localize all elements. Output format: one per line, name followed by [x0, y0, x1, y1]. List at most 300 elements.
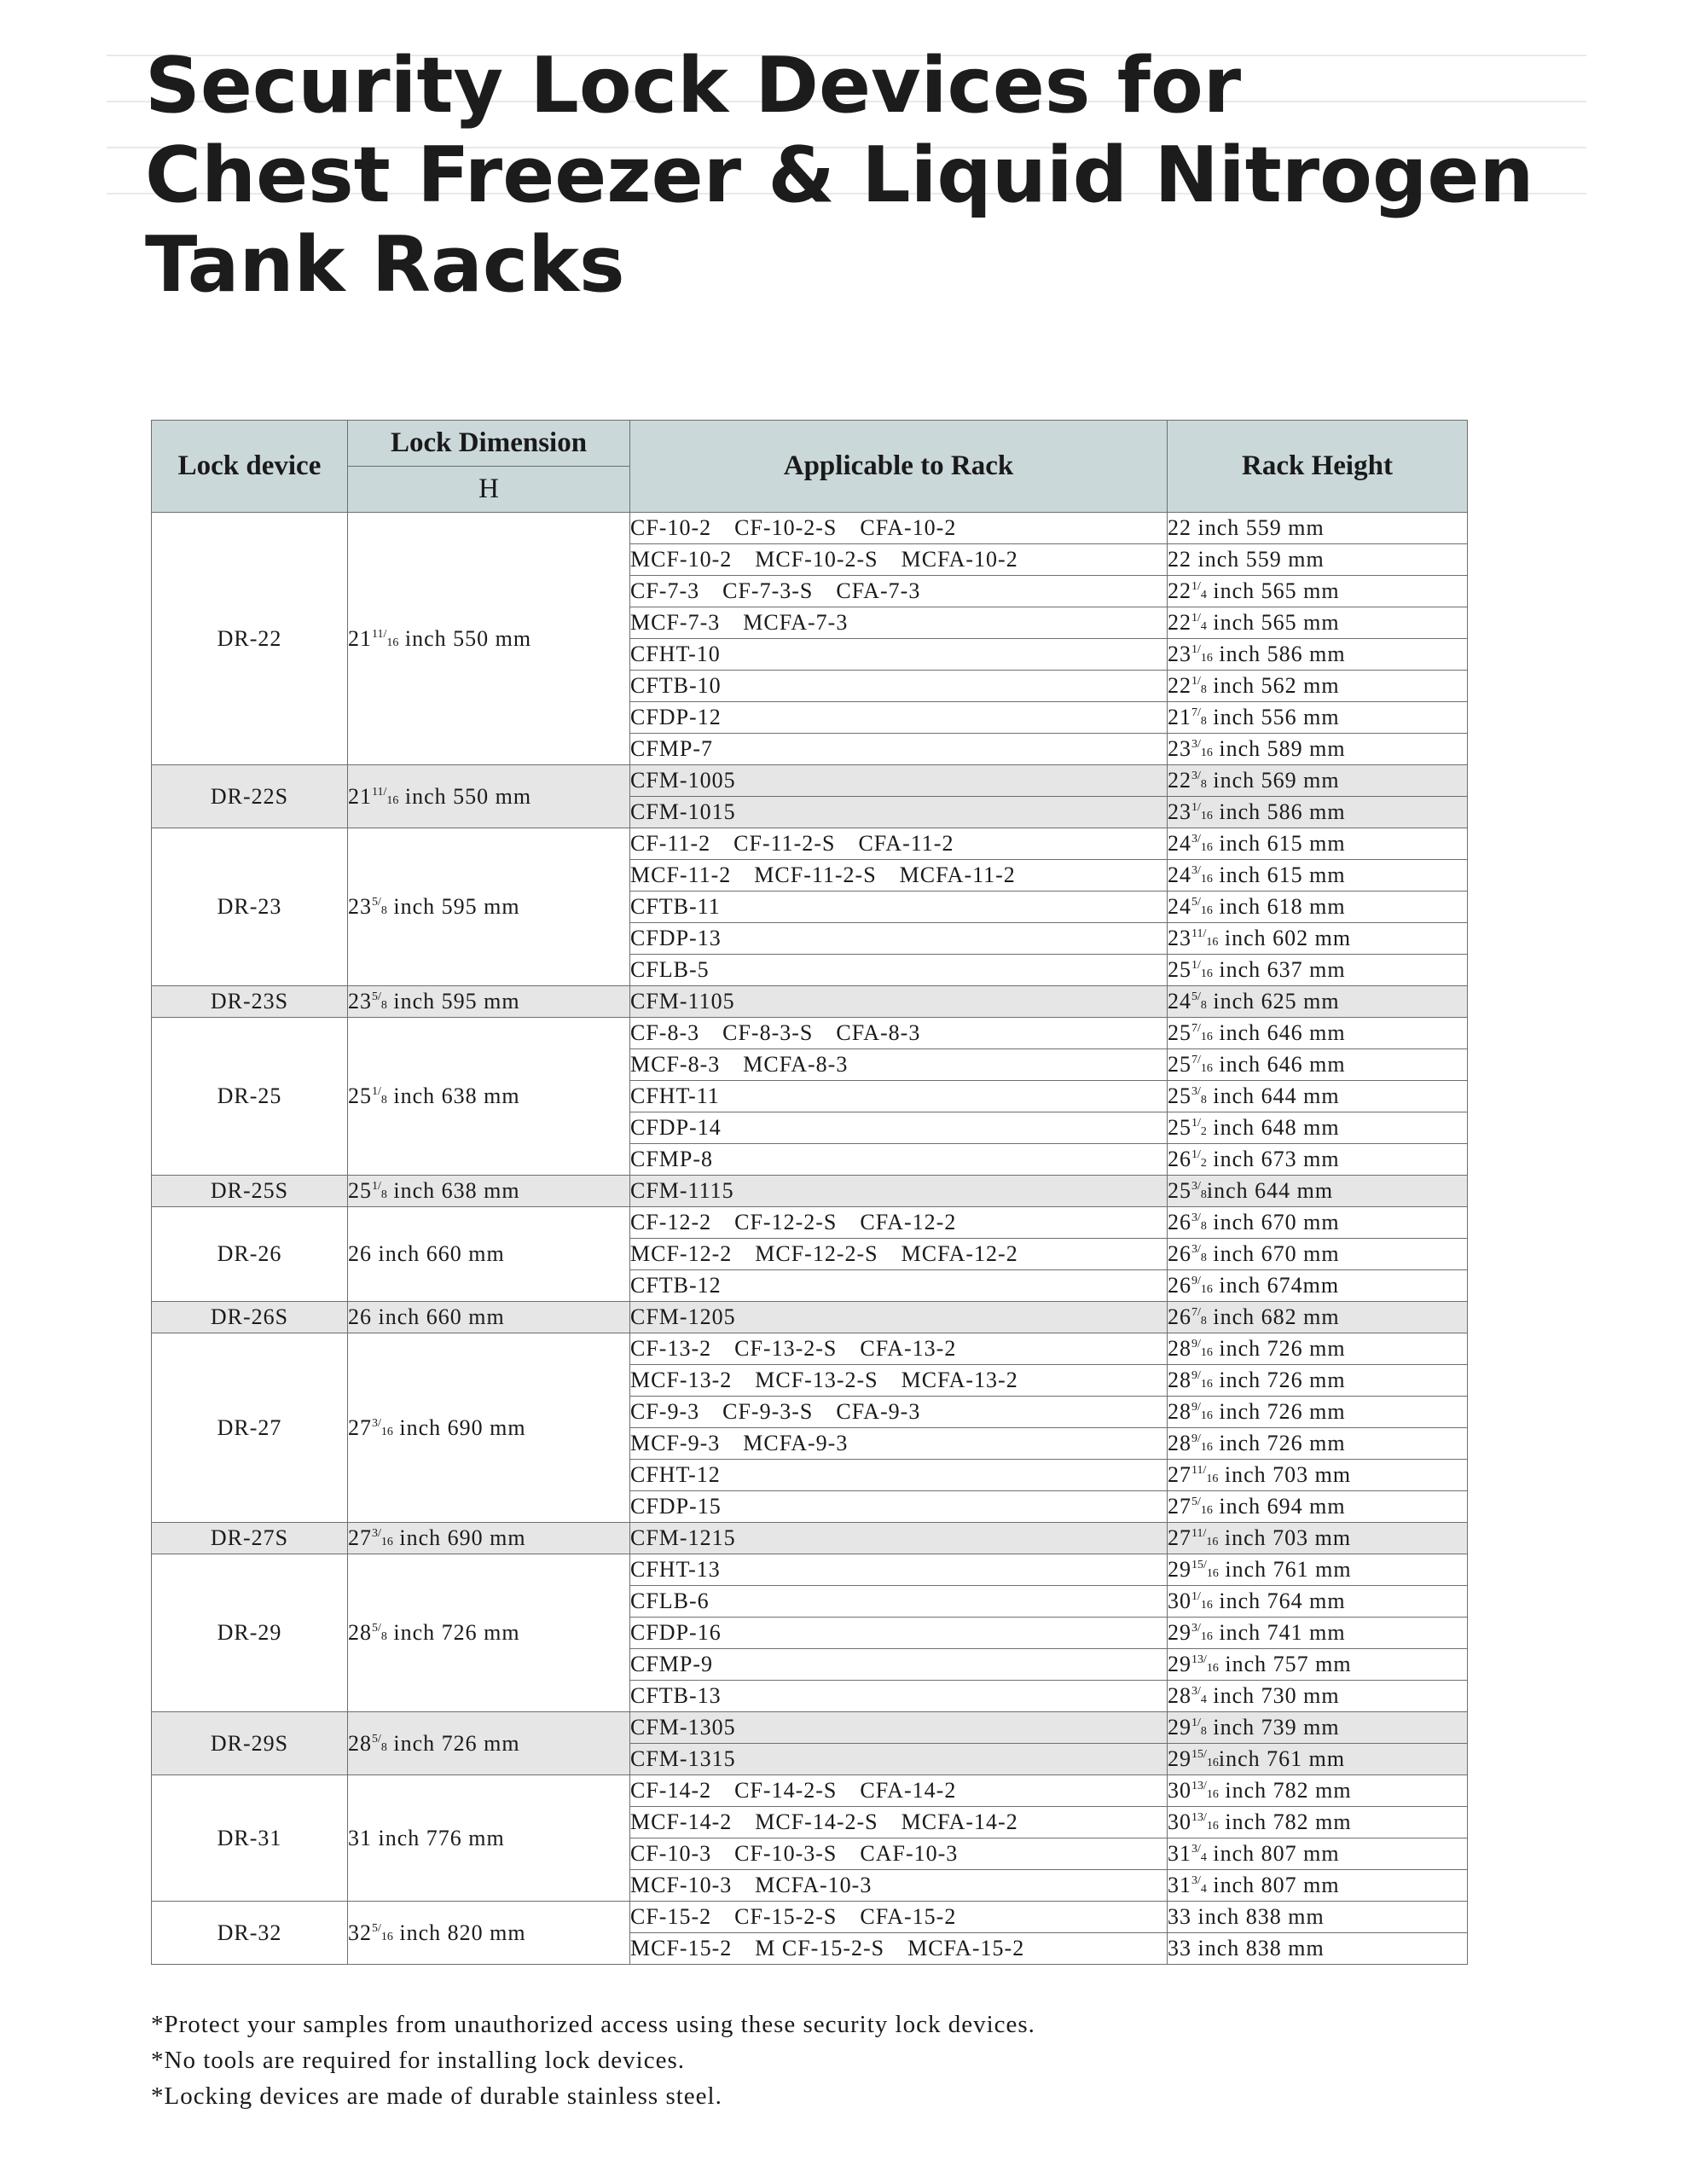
fraction-slash: / [1197, 1117, 1201, 1130]
fraction-denominator: 16 [1206, 1788, 1219, 1801]
fraction [1191, 1653, 1219, 1675]
fraction [1191, 706, 1207, 728]
fraction-numerator: 1 [372, 1180, 378, 1193]
lock-dimension-cell [348, 513, 630, 765]
header-lock-dimension: Lock Dimension [348, 421, 630, 467]
whole-number: 25 [1168, 957, 1191, 982]
rack-model: CFLB-5 [630, 957, 710, 982]
measure-text: inch 807 mm [1206, 1873, 1340, 1897]
fraction-numerator: 7 [1191, 1022, 1197, 1035]
applicable-rack-cell [630, 1933, 1168, 1965]
measure-text: inch 595 mm [386, 894, 520, 919]
fraction-slash: / [378, 1622, 381, 1635]
rack-model: CF-7-3 [630, 578, 700, 603]
fraction-denominator: 16 [1200, 967, 1213, 980]
whole-number: 21 [348, 625, 372, 651]
fraction-denominator: 16 [1200, 904, 1213, 917]
table-row [152, 513, 1468, 544]
rack-model: CFDP-12 [630, 705, 722, 729]
measure-text: inch 644 mm [1206, 1178, 1334, 1203]
measure-text: inch 670 mm [1206, 1210, 1340, 1234]
measure-text: inch 807 mm [1206, 1841, 1340, 1866]
fraction-denominator: 16 [1200, 873, 1213, 886]
rack-height-cell [1168, 1838, 1468, 1870]
rack-height-cell [1168, 1176, 1468, 1207]
measure-text: inch 741 mm [1212, 1620, 1346, 1645]
fraction-numerator: 1 [1191, 959, 1197, 972]
applicable-rack-cell [630, 1333, 1168, 1365]
fraction [1191, 1022, 1213, 1043]
fraction-denominator: 16 [1200, 1630, 1213, 1643]
whole-number: 24 [1168, 863, 1191, 887]
whole-number: 24 [1168, 989, 1191, 1014]
applicable-rack-cell [630, 1775, 1168, 1807]
measure-text: inch 559 mm [1191, 547, 1325, 572]
measure-text: inch 646 mm [1212, 1020, 1346, 1045]
whole-number: 29 [1168, 1557, 1191, 1582]
table-row [152, 1523, 1468, 1554]
rack-height-cell [1168, 544, 1468, 576]
rack-model: CF-15-2 [630, 1904, 712, 1929]
applicable-rack-cell [630, 1807, 1168, 1838]
fraction-denominator: 16 [1206, 1757, 1219, 1769]
whole-number: 25 [1168, 1115, 1191, 1140]
fraction-slash: / [378, 990, 381, 1003]
whole-number: 23 [1168, 736, 1191, 761]
fraction [1191, 612, 1207, 633]
whole-number: 32 [348, 1920, 372, 1945]
measure-text: inch 648 mm [1206, 1115, 1340, 1140]
whole-number: 30 [1168, 1589, 1191, 1613]
table-row [152, 1712, 1468, 1744]
fraction-denominator: 16 [1200, 1409, 1213, 1422]
fraction [1191, 1401, 1213, 1422]
rack-height-cell [1168, 1807, 1468, 1838]
rack-height-cell [1168, 1081, 1468, 1112]
fraction-numerator: 1 [1191, 1590, 1197, 1603]
rack-model: CFA-7-3 [836, 578, 921, 603]
fraction [1191, 959, 1213, 980]
fraction-denominator: 4 [1200, 1883, 1207, 1896]
rack-model: CFM-1015 [630, 799, 736, 824]
fraction-numerator: 3 [1191, 1874, 1197, 1887]
header-lock-device: Lock device [152, 421, 348, 513]
fraction [1191, 738, 1213, 759]
lock-dimension-cell [348, 1523, 630, 1554]
whole-number: 29 [1168, 1620, 1191, 1645]
rack-model: CFHT-13 [630, 1557, 721, 1582]
fraction-slash: / [383, 785, 387, 799]
table-row [152, 1775, 1468, 1807]
lock-device-cell: DR-22S [152, 765, 348, 828]
fraction [1191, 1275, 1213, 1296]
fraction [1191, 833, 1213, 854]
rack-height-cell [1168, 923, 1468, 955]
whole-number: 28 [348, 1730, 372, 1756]
rack-model: CFDP-16 [630, 1620, 722, 1645]
rack-model: MCFA-7-3 [743, 610, 849, 635]
lock-dimension-cell [348, 1775, 630, 1902]
measure-text: inch 644 mm [1206, 1083, 1340, 1108]
rack-height-cell [1168, 1207, 1468, 1239]
fraction [1191, 1527, 1219, 1548]
fraction [1191, 801, 1213, 822]
rack-model: CFTB-12 [630, 1273, 722, 1298]
fraction [1191, 1211, 1207, 1233]
rack-model: CFA-14-2 [860, 1778, 957, 1803]
rack-model: CFTB-11 [630, 894, 721, 919]
fraction-slash: / [1197, 580, 1201, 593]
whole-number: 21 [348, 783, 372, 809]
fraction [1191, 675, 1207, 696]
whole-number: 27 [1168, 1494, 1191, 1519]
fraction-denominator: 8 [1200, 999, 1207, 1012]
whole-number: 22 [1168, 610, 1191, 635]
fraction-denominator: 16 [386, 793, 399, 807]
fraction [1191, 1496, 1213, 1517]
measure-text: inch 682 mm [1206, 1304, 1340, 1329]
rack-height-cell [1168, 1112, 1468, 1144]
applicable-rack-cell [630, 1712, 1168, 1744]
whole-number: 31 [1168, 1841, 1191, 1866]
rack-height-cell [1168, 734, 1468, 765]
rack-model: CFTB-10 [630, 673, 722, 698]
whole-number: 27 [1168, 1525, 1191, 1550]
measure-text: inch 637 mm [1212, 957, 1346, 982]
table-row [152, 1207, 1468, 1239]
fraction-slash: / [1203, 927, 1207, 940]
notes [151, 2007, 1035, 2114]
fraction-numerator: 9 [1191, 1432, 1197, 1445]
fraction-denominator: 16 [1200, 1599, 1213, 1612]
fraction-denominator: 16 [1200, 1346, 1213, 1359]
fraction-denominator: 16 [1200, 1062, 1213, 1075]
lock-device-cell: DR-29 [152, 1554, 348, 1712]
applicable-rack-cell [630, 1112, 1168, 1144]
measure-text: inch 690 mm [392, 1414, 526, 1440]
whole-number: 29 [1168, 1652, 1191, 1676]
title-line: Chest Freezer & Liquid Nitrogen [145, 131, 1534, 220]
fraction-slash: / [1203, 1527, 1207, 1540]
applicable-rack-cell [630, 1649, 1168, 1681]
whole-number: 22 [1168, 578, 1191, 603]
applicable-rack-cell [630, 892, 1168, 923]
fraction [1191, 864, 1213, 886]
fraction-slash: / [1197, 1874, 1201, 1887]
rack-model: MCF-12-2-S [755, 1241, 878, 1266]
fraction-denominator: 8 [380, 999, 387, 1012]
lock-device-cell: DR-23 [152, 828, 348, 986]
fraction-slash: / [383, 627, 387, 641]
rack-model: MCF-9-3 [630, 1431, 721, 1455]
rack-height-cell [1168, 1365, 1468, 1397]
rack-height-cell [1168, 1681, 1468, 1712]
fraction [1191, 1559, 1219, 1580]
fraction-numerator: 5 [372, 896, 378, 909]
rack-model: CF-15-2-S [734, 1904, 838, 1929]
header-dimension-h: H [348, 467, 630, 513]
fraction-denominator: 16 [1200, 1031, 1213, 1043]
table-body [152, 513, 1468, 1965]
fraction [372, 1622, 387, 1643]
rack-height-cell [1168, 702, 1468, 734]
fraction-slash: / [1197, 864, 1201, 877]
fraction-numerator: 3 [372, 1527, 378, 1540]
fraction [1191, 1811, 1219, 1833]
whole-number: 24 [1168, 831, 1191, 856]
fraction-numerator: 1 [1191, 643, 1197, 656]
fraction-numerator: 5 [1191, 990, 1197, 1003]
fraction-denominator: 4 [1200, 1851, 1207, 1864]
whole-number: 27 [1168, 1462, 1191, 1487]
fraction-numerator: 7 [1191, 1054, 1197, 1066]
applicable-rack-cell [630, 1049, 1168, 1081]
fraction-slash: / [1197, 675, 1201, 688]
rack-height-cell [1168, 892, 1468, 923]
whole-number: 28 [1168, 1683, 1191, 1708]
whole-number: 22 [1168, 547, 1191, 572]
rack-height-cell [1168, 1049, 1468, 1081]
table-row [152, 1018, 1468, 1049]
applicable-rack-cell [630, 828, 1168, 860]
fraction [1191, 1180, 1207, 1201]
fraction-slash: / [1197, 1590, 1201, 1603]
fraction-slash: / [1197, 1716, 1201, 1729]
lock-dimension-cell [348, 1207, 630, 1302]
fraction [1191, 643, 1213, 665]
measure-text: inch 694 mm [1212, 1494, 1346, 1519]
fraction-denominator: 8 [1200, 1220, 1207, 1233]
fraction-numerator: 5 [1191, 896, 1197, 909]
whole-number: 23 [1168, 926, 1191, 950]
fraction-numerator: 1 [1191, 580, 1197, 593]
fraction-numerator: 3 [1191, 1622, 1197, 1635]
rack-height-cell [1168, 1239, 1468, 1270]
applicable-rack-cell [630, 1428, 1168, 1460]
measure-text: inch 638 mm [386, 1083, 520, 1108]
fraction-denominator: 8 [1200, 1315, 1207, 1327]
fraction-slash: / [1197, 1843, 1201, 1856]
lock-dimension-cell [348, 1902, 630, 1965]
measure-text: inch 615 mm [1212, 863, 1346, 887]
fraction [1191, 1843, 1207, 1864]
rack-model: CFHT-11 [630, 1083, 720, 1108]
applicable-rack-cell [630, 671, 1168, 702]
applicable-rack-cell [630, 1902, 1168, 1933]
fraction-numerator: 5 [372, 1622, 378, 1635]
fraction-slash: / [378, 1921, 381, 1935]
measure-text: inch 660 mm [372, 1304, 505, 1329]
fraction-numerator: 9 [1191, 1275, 1197, 1287]
header-applicable-rack: Applicable to Rack [630, 421, 1168, 513]
fraction-denominator: 4 [1200, 589, 1207, 601]
rack-model: MCFA-12-2 [901, 1241, 1018, 1266]
rack-model: MCFA-15-2 [907, 1936, 1025, 1960]
measure-text: inch 674mm [1212, 1273, 1340, 1298]
measure-text: inch 726 mm [1212, 1336, 1346, 1361]
header-rack-height: Rack Height [1168, 421, 1468, 513]
rack-model: CFA-13-2 [860, 1336, 957, 1361]
measure-text: inch 550 mm [398, 625, 532, 651]
rack-model: CFDP-13 [630, 926, 722, 950]
whole-number: 31 [1168, 1873, 1191, 1897]
whole-number: 28 [1168, 1368, 1191, 1392]
applicable-rack-cell [630, 1838, 1168, 1870]
note-line: *Locking devices are made of durable stainless steel. [151, 2082, 722, 2110]
fraction [372, 1921, 393, 1943]
applicable-rack-cell [630, 1239, 1168, 1270]
fraction-denominator: 4 [1200, 1693, 1207, 1706]
measure-text: inch 550 mm [398, 783, 532, 809]
table-row [152, 828, 1468, 860]
rack-model: CFLB-6 [630, 1589, 710, 1613]
rack-model: CF-10-2-S [734, 515, 838, 540]
rack-model: CF-12-2-S [734, 1210, 838, 1234]
lock-device-table [151, 420, 1468, 1965]
rack-model: MCF-11-2 [630, 863, 732, 887]
fraction-numerator: 11 [1191, 1464, 1203, 1477]
rack-model: MCF-10-2-S [755, 547, 878, 572]
rack-model: CFMP-7 [630, 736, 714, 761]
whole-number: 29 [1168, 1746, 1191, 1771]
fraction-numerator: 9 [1191, 1369, 1197, 1382]
measure-text: inch 782 mm [1218, 1778, 1352, 1803]
measure-text: inch 776 mm [372, 1825, 505, 1850]
fraction [1191, 1874, 1207, 1896]
applicable-rack-cell [630, 1586, 1168, 1618]
title-line: Security Lock Devices for [145, 41, 1242, 131]
rack-model: MCF-7-3 [630, 610, 721, 635]
fraction [1191, 1243, 1207, 1264]
fraction-slash: / [1197, 1685, 1201, 1698]
applicable-rack-cell [630, 860, 1168, 892]
fraction-slash: / [1197, 612, 1201, 624]
fraction-slash: / [1197, 770, 1201, 782]
rack-height-cell [1168, 1144, 1468, 1176]
fraction [1191, 927, 1219, 949]
fraction [1191, 990, 1207, 1012]
whole-number: 25 [1168, 1178, 1191, 1203]
fraction-slash: / [1197, 706, 1201, 719]
whole-number: 22 [1168, 515, 1191, 540]
rack-model: CF-14-2 [630, 1778, 712, 1803]
applicable-rack-cell [630, 702, 1168, 734]
whole-number: 33 [1168, 1936, 1191, 1960]
fraction-denominator: 16 [380, 1930, 393, 1943]
fraction-slash: / [378, 1732, 381, 1745]
fraction-slash: / [1197, 1022, 1201, 1035]
fraction-denominator: 16 [380, 1536, 393, 1548]
fraction-denominator: 16 [1206, 1662, 1219, 1675]
whole-number: 26 [348, 1241, 372, 1266]
fraction [1191, 1685, 1207, 1706]
fraction-numerator: 3 [1191, 1243, 1197, 1256]
fraction-numerator: 3 [1191, 738, 1197, 751]
lock-dimension-cell [348, 986, 630, 1018]
rack-model: MCFA-8-3 [743, 1052, 849, 1077]
measure-text: inch 703 mm [1218, 1462, 1352, 1487]
fraction-slash: / [1197, 1211, 1201, 1224]
whole-number: 31 [348, 1825, 372, 1850]
whole-number: 21 [1168, 705, 1191, 729]
rack-model: MCFA-10-3 [755, 1873, 872, 1897]
rack-height-cell [1168, 986, 1468, 1018]
rack-height-cell [1168, 828, 1468, 860]
fraction-slash: / [1197, 1432, 1201, 1445]
fraction [1191, 1780, 1219, 1801]
applicable-rack-cell [630, 1744, 1168, 1775]
lock-dimension-cell [348, 1176, 630, 1207]
page-title [145, 41, 1595, 310]
fraction-denominator: 16 [1206, 936, 1219, 949]
fraction-slash: / [1197, 1085, 1201, 1098]
rack-height-cell [1168, 1744, 1468, 1775]
measure-text: inch 556 mm [1206, 705, 1340, 729]
applicable-rack-cell [630, 544, 1168, 576]
lock-device-cell: DR-23S [152, 986, 348, 1018]
rack-model: CF-11-2-S [733, 831, 836, 856]
fraction-numerator: 5 [1191, 1496, 1197, 1508]
measure-text: inch 761 mm [1218, 1557, 1352, 1582]
rack-model: CFM-1305 [630, 1715, 736, 1740]
applicable-rack-cell [630, 1176, 1168, 1207]
lock-dimension-cell [348, 1333, 630, 1523]
measure-text: inch 764 mm [1212, 1589, 1346, 1613]
rack-model: MCF-12-2 [630, 1241, 733, 1266]
fraction-numerator: 3 [1191, 770, 1197, 782]
applicable-rack-cell [630, 1081, 1168, 1112]
measure-text: inch 726 mm [386, 1620, 520, 1645]
rack-model: CF-8-3 [630, 1020, 700, 1045]
rack-height-cell [1168, 955, 1468, 986]
measure-text: inch 703 mm [1218, 1525, 1352, 1550]
note-line: *No tools are required for installing lock devices. [151, 2047, 686, 2074]
fraction [1191, 1622, 1213, 1643]
rack-model: CF-12-2 [630, 1210, 712, 1234]
fraction-slash: / [1197, 896, 1201, 909]
applicable-rack-cell [630, 1554, 1168, 1586]
rack-height-cell [1168, 1397, 1468, 1428]
rack-model: CFMP-8 [630, 1147, 714, 1171]
measure-text: inch 690 mm [392, 1525, 526, 1550]
fraction [372, 1527, 393, 1548]
rack-height-cell [1168, 1523, 1468, 1554]
whole-number: 26 [1168, 1304, 1191, 1329]
note-line: *Protect your samples from unauthorized access using these security lock devices. [151, 2011, 1035, 2038]
rack-model: CF-14-2-S [734, 1778, 838, 1803]
rack-height-cell [1168, 1712, 1468, 1744]
fraction-slash: / [1197, 801, 1201, 814]
fraction-numerator: 1 [1191, 612, 1197, 624]
whole-number: 28 [1168, 1399, 1191, 1424]
whole-number: 28 [1168, 1336, 1191, 1361]
fraction-denominator: 16 [1206, 1536, 1219, 1548]
applicable-rack-cell [630, 576, 1168, 607]
whole-number: 27 [348, 1414, 372, 1440]
fraction-numerator: 3 [372, 1416, 378, 1430]
applicable-rack-cell [630, 1018, 1168, 1049]
fraction-numerator: 11 [372, 627, 384, 641]
lock-device-cell: DR-26S [152, 1302, 348, 1333]
fraction [372, 896, 387, 917]
rack-model: CFA-11-2 [858, 831, 954, 856]
rack-height-cell [1168, 1554, 1468, 1586]
rack-model: MCFA-13-2 [901, 1368, 1018, 1392]
fraction-slash: / [1203, 1464, 1207, 1477]
fraction-denominator: 16 [380, 1425, 393, 1438]
fraction-slash: / [1197, 643, 1201, 656]
rack-height-cell [1168, 1302, 1468, 1333]
